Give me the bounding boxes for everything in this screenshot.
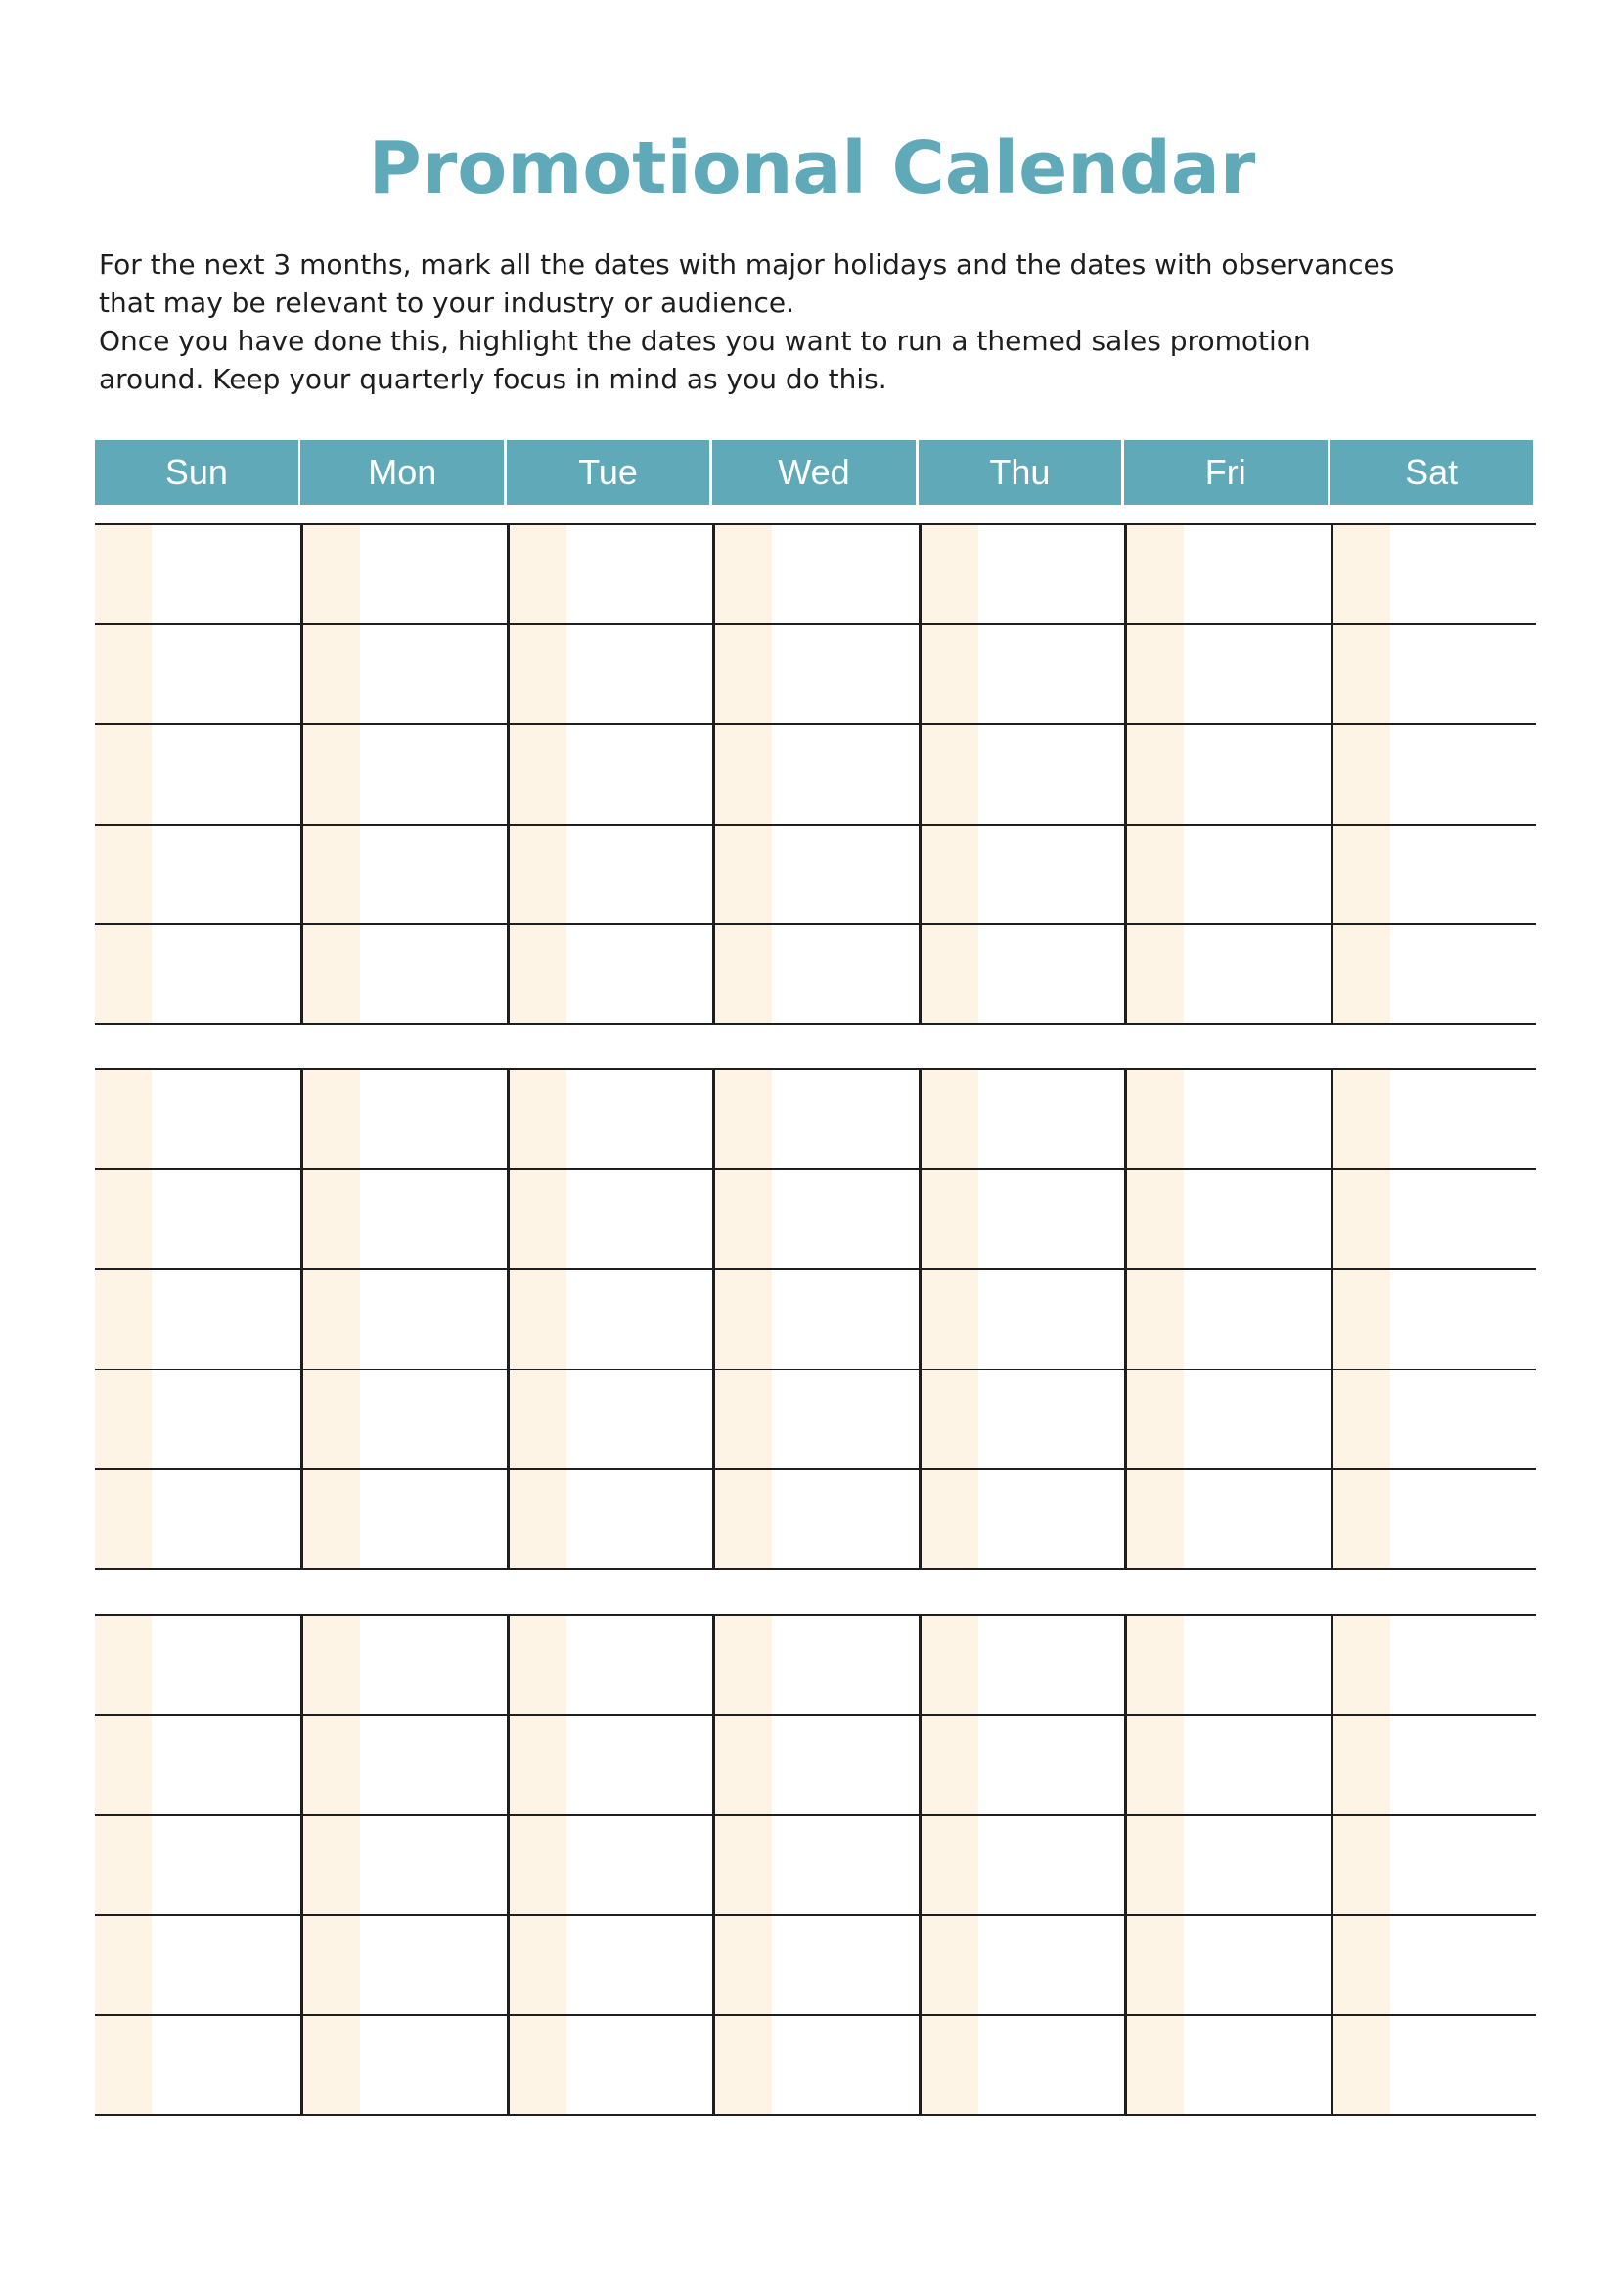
- day-cell[interactable]: [919, 925, 1124, 1025]
- day-cell[interactable]: [712, 925, 918, 1025]
- day-cell[interactable]: [95, 925, 300, 1025]
- instruction-line: Once you have done this, highlight the dates you want to run a themed sales promotion: [99, 325, 1311, 357]
- day-cell[interactable]: [919, 525, 1124, 625]
- day-cell[interactable]: [95, 1916, 300, 2016]
- day-cell[interactable]: [507, 925, 712, 1025]
- day-cell[interactable]: [300, 1170, 506, 1270]
- day-cell[interactable]: [1124, 1170, 1330, 1270]
- day-cell[interactable]: [507, 2016, 712, 2116]
- day-cell[interactable]: [1331, 1470, 1536, 1570]
- day-cell[interactable]: [507, 1170, 712, 1270]
- day-cell[interactable]: [1124, 2016, 1330, 2116]
- day-cell[interactable]: [300, 725, 506, 825]
- day-cell[interactable]: [1331, 625, 1536, 725]
- month-grid: [95, 1616, 1536, 2116]
- day-cell[interactable]: [1331, 1816, 1536, 1915]
- day-cell[interactable]: [712, 1170, 918, 1270]
- instruction-line: around. Keep your quarterly focus in mind as you do this.: [99, 363, 887, 395]
- day-cell[interactable]: [1331, 2016, 1536, 2116]
- month-grid: [95, 525, 1536, 1025]
- day-cell[interactable]: [919, 1716, 1124, 1816]
- day-cell[interactable]: [1124, 1270, 1330, 1369]
- day-cell[interactable]: [507, 1370, 712, 1470]
- day-cell[interactable]: [507, 525, 712, 625]
- day-cell[interactable]: [300, 1716, 506, 1816]
- day-cell[interactable]: [1124, 1916, 1330, 2016]
- day-cell[interactable]: [1124, 826, 1330, 925]
- day-cell[interactable]: [712, 1916, 918, 2016]
- day-cell[interactable]: [507, 1070, 712, 1170]
- day-cell[interactable]: [507, 1616, 712, 1716]
- day-cell[interactable]: [1331, 725, 1536, 825]
- day-cell[interactable]: [1124, 1816, 1330, 1915]
- weekday-header: [95, 440, 1533, 505]
- day-cell[interactable]: [507, 1816, 712, 1915]
- month-block-3: [95, 1614, 1536, 2116]
- page-title: Promotional Calendar: [368, 126, 1256, 210]
- day-cell[interactable]: [300, 1270, 506, 1369]
- day-cell[interactable]: [712, 2016, 918, 2116]
- day-cell[interactable]: [712, 625, 918, 725]
- day-cell[interactable]: [507, 625, 712, 725]
- instruction-line: For the next 3 months, mark all the dates with major holidays and the dates with observances: [99, 248, 1395, 281]
- day-cell[interactable]: [919, 1816, 1124, 1915]
- day-cell[interactable]: [95, 1070, 300, 1170]
- day-cell[interactable]: [1124, 1716, 1330, 1816]
- day-cell[interactable]: [95, 1816, 300, 1915]
- day-cell[interactable]: [712, 1616, 918, 1716]
- day-cell[interactable]: [919, 625, 1124, 725]
- day-cell[interactable]: [1124, 1370, 1330, 1470]
- day-cell[interactable]: [919, 725, 1124, 825]
- day-cell[interactable]: [507, 1716, 712, 1816]
- day-cell[interactable]: [1331, 925, 1536, 1025]
- day-cell[interactable]: [95, 826, 300, 925]
- day-cell[interactable]: [300, 1916, 506, 2016]
- day-cell[interactable]: [95, 1470, 300, 1570]
- day-cell[interactable]: [95, 725, 300, 825]
- day-cell[interactable]: [919, 1170, 1124, 1270]
- day-cell[interactable]: [95, 1370, 300, 1470]
- day-cell[interactable]: [919, 1616, 1124, 1716]
- day-cell[interactable]: [300, 1070, 506, 1170]
- day-cell[interactable]: [919, 1070, 1124, 1170]
- day-cell[interactable]: [1124, 525, 1330, 625]
- day-cell[interactable]: [300, 1616, 506, 1716]
- day-cell[interactable]: [95, 2016, 300, 2116]
- weekday-sun: Sun: [95, 440, 298, 505]
- day-cell[interactable]: [300, 1370, 506, 1470]
- day-cell[interactable]: [1331, 1070, 1536, 1170]
- day-cell[interactable]: [1331, 1716, 1536, 1816]
- weekday-sat: Sat: [1330, 440, 1533, 505]
- day-cell[interactable]: [919, 1470, 1124, 1570]
- day-cell[interactable]: [919, 2016, 1124, 2116]
- day-cell[interactable]: [507, 1270, 712, 1369]
- day-cell[interactable]: [712, 1716, 918, 1816]
- instructions: [99, 246, 1547, 398]
- day-cell[interactable]: [712, 1470, 918, 1570]
- day-cell[interactable]: [95, 525, 300, 625]
- day-cell[interactable]: [95, 625, 300, 725]
- month-block-2: [95, 1068, 1536, 1570]
- day-cell[interactable]: [919, 1270, 1124, 1369]
- day-cell[interactable]: [1124, 625, 1330, 725]
- day-cell[interactable]: [300, 1470, 506, 1570]
- day-cell[interactable]: [300, 1816, 506, 1915]
- day-cell[interactable]: [1331, 1616, 1536, 1716]
- day-cell[interactable]: [1124, 725, 1330, 825]
- day-cell[interactable]: [919, 1370, 1124, 1470]
- day-cell[interactable]: [300, 525, 506, 625]
- day-cell[interactable]: [1331, 525, 1536, 625]
- weekday-thu: Thu: [919, 440, 1122, 505]
- day-cell[interactable]: [300, 826, 506, 925]
- day-cell[interactable]: [507, 725, 712, 825]
- day-cell[interactable]: [712, 1270, 918, 1369]
- day-cell[interactable]: [1124, 1070, 1330, 1170]
- day-cell[interactable]: [1331, 1170, 1536, 1270]
- instruction-line: that may be relevant to your industry or audience.: [99, 287, 795, 319]
- day-cell[interactable]: [507, 826, 712, 925]
- weekday-fri: Fri: [1124, 440, 1328, 505]
- day-cell[interactable]: [1331, 1270, 1536, 1369]
- day-cell[interactable]: [95, 1270, 300, 1369]
- day-cell[interactable]: [919, 826, 1124, 925]
- day-cell[interactable]: [1331, 1916, 1536, 2016]
- day-cell[interactable]: [712, 1370, 918, 1470]
- day-cell[interactable]: [1124, 925, 1330, 1025]
- day-cell[interactable]: [300, 625, 506, 725]
- weekday-mon: Mon: [300, 440, 504, 505]
- day-cell[interactable]: [300, 925, 506, 1025]
- day-cell[interactable]: [507, 1470, 712, 1570]
- day-cell[interactable]: [1331, 1370, 1536, 1470]
- weekday-tue: Tue: [507, 440, 710, 505]
- day-cell[interactable]: [919, 1916, 1124, 2016]
- day-cell[interactable]: [712, 525, 918, 625]
- day-cell[interactable]: [712, 725, 918, 825]
- day-cell[interactable]: [300, 2016, 506, 2116]
- day-cell[interactable]: [507, 1916, 712, 2016]
- day-cell[interactable]: [712, 1816, 918, 1915]
- day-cell[interactable]: [1124, 1616, 1330, 1716]
- day-cell[interactable]: [95, 1716, 300, 1816]
- day-cell[interactable]: [1124, 1470, 1330, 1570]
- day-cell[interactable]: [712, 1070, 918, 1170]
- month-block-1: [95, 523, 1536, 1025]
- day-cell[interactable]: [95, 1616, 300, 1716]
- day-cell[interactable]: [95, 1170, 300, 1270]
- weekday-wed: Wed: [712, 440, 916, 505]
- day-cell[interactable]: [712, 826, 918, 925]
- month-grid: [95, 1070, 1536, 1570]
- day-cell[interactable]: [1331, 826, 1536, 925]
